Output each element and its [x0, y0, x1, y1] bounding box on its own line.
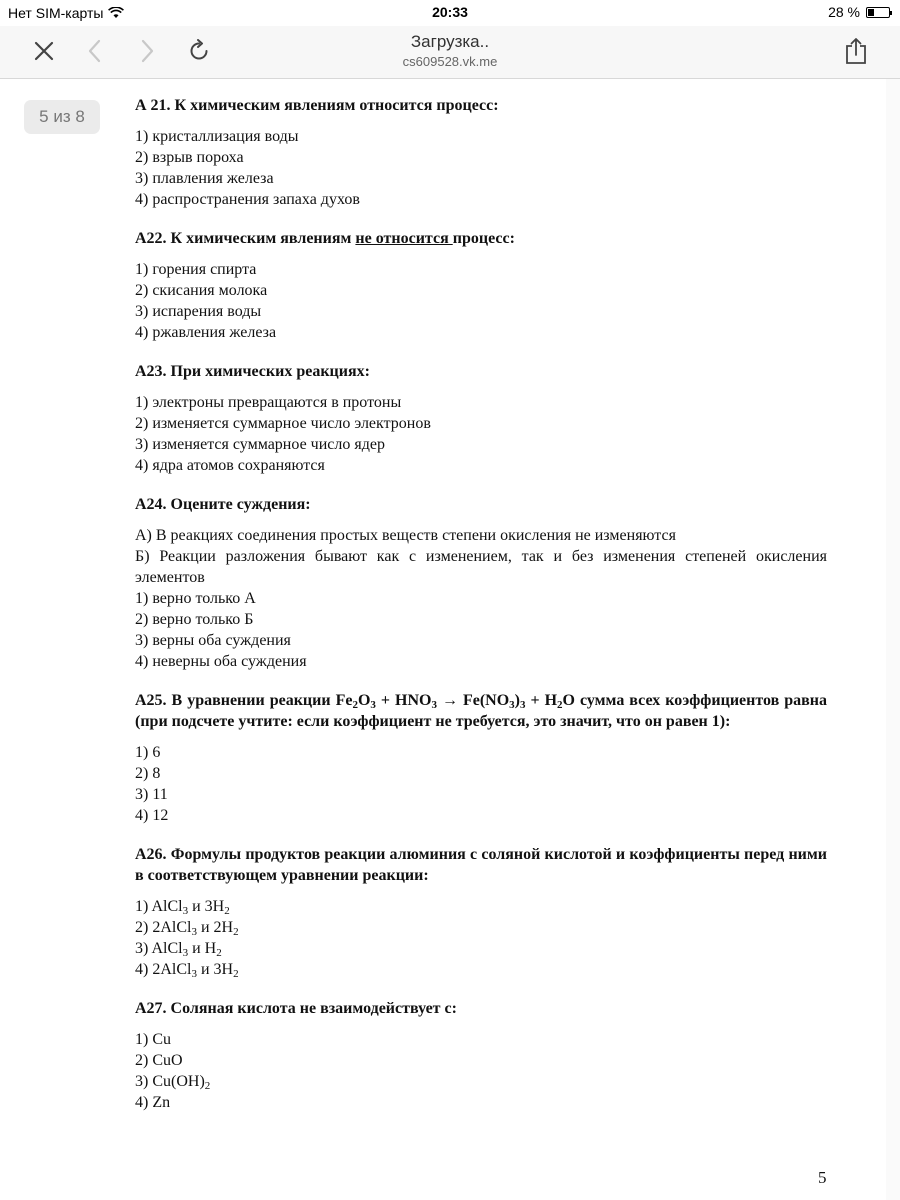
option: 3) изменяется суммарное число ядер	[135, 436, 385, 453]
option: 1) AlCl$_3$ и $3H_2$	[135, 898, 230, 917]
title-part: сумма всех коэффициентов равна (при подсчете учтите: если коэффициент не требуется, это значит, что он равен 1):	[135, 692, 827, 730]
page-url[interactable]: cs609528.vk.me	[402, 54, 498, 69]
question-a21	[135, 95, 827, 210]
option: 4) неверны оба суждения	[135, 653, 307, 670]
option: 1) 6	[135, 744, 161, 761]
page-number: 5	[818, 1168, 827, 1187]
question-title: А27. Соляная кислота не взаимодействует с:	[135, 1000, 457, 1017]
question-title: А26. Формулы продуктов реакции алюминия с соляной кислотой и коэффициенты перед ними в соответствующем уравнении реакции:	[135, 846, 827, 884]
option: 3) плавления железа	[135, 170, 274, 187]
option: 2) верно только Б	[135, 611, 254, 628]
status-bar	[0, 0, 900, 26]
option: 3) верны оба суждения	[135, 632, 291, 649]
option: 1) электроны превращаются в протоны	[135, 394, 402, 411]
option: 2) скисания молока	[135, 282, 268, 299]
option: 3) $Cu(OH)_2$	[135, 1073, 211, 1092]
page-title: Загрузка..	[410, 32, 490, 51]
page-indicator: 5 из 8	[24, 100, 100, 134]
formula-hno3: $HNO_3$	[395, 692, 437, 711]
formula-fe-no3-3: $Fe(NO_3)_3$	[462, 692, 526, 711]
option: 1) кристаллизация воды	[135, 128, 299, 145]
option: 4) ржавления железа	[135, 324, 277, 341]
question-a27	[135, 998, 827, 1113]
browser-toolbar	[0, 26, 900, 79]
title-part: А22. К химическим явлениям	[135, 230, 356, 247]
question-a25	[135, 690, 827, 826]
option: 2) 8	[135, 765, 161, 782]
option: 2) 2AlCl$_3$ и $2H_2$	[135, 919, 239, 938]
share-icon	[845, 37, 867, 65]
question-title: А24. Оцените суждения:	[135, 496, 311, 513]
option: 2) изменяется суммарное число электронов	[135, 415, 431, 432]
option: 3) 11	[135, 786, 168, 803]
title-part: А25. В уравнении реакции	[135, 692, 336, 709]
carrier-label: Нет SIM-карты	[8, 5, 104, 21]
battery-fill	[868, 9, 874, 16]
battery-icon	[866, 7, 890, 18]
option: 1) горения спирта	[135, 261, 257, 278]
scrollbar[interactable]	[886, 79, 900, 1200]
question-a22	[135, 228, 827, 343]
option: 4) 12	[135, 807, 169, 824]
formula-fe2o3: $Fe_2O_3$	[335, 692, 376, 711]
option: 3) AlCl$_3$ и $H_2$	[135, 940, 222, 959]
option: 4) ядра атомов сохраняются	[135, 457, 325, 474]
arrow-symbol: →	[436, 692, 463, 709]
option: 1) верно только А	[135, 590, 256, 607]
battery-percent: 28 %	[828, 4, 860, 20]
statement-b: Б) Реакции разложения бывают как с изменением, так и без изменения степеней окисления элементов	[135, 548, 827, 586]
status-right	[828, 4, 890, 20]
question-a26	[135, 844, 827, 980]
question-a24	[135, 494, 827, 672]
statement-a: А) В реакциях соединения простых веществ степени окисления не изменяются	[135, 527, 676, 544]
title-part: процесс:	[452, 230, 515, 247]
page-title-block	[0, 32, 900, 69]
option: 2) взрыв пороха	[135, 149, 244, 166]
document-content	[135, 95, 827, 1131]
question-title: А23. При химических реакциях:	[135, 363, 370, 380]
question-title	[135, 228, 827, 249]
share-button[interactable]	[839, 34, 873, 68]
option: 2) CuO	[135, 1052, 183, 1069]
option: 3) испарения воды	[135, 303, 262, 320]
question-title: А25. В уравнении реакции $Fe_2O_3 + HNO_3 \to Fe(NO_3)_3 + H_2O$ сумма всех коэффициентов равна (при подсчете учтите: если коэффициент не требуется, это значит, что он равен 1):	[135, 692, 827, 730]
question-title: А 21. К химическим явлениям относится процесс:	[135, 97, 499, 114]
option: 1) Cu	[135, 1031, 171, 1048]
option: 4) Zn	[135, 1094, 171, 1111]
title-underlined: не относится	[355, 230, 453, 247]
status-time: 20:33	[432, 4, 468, 20]
question-a23	[135, 361, 827, 476]
option: 4) распространения запаха духов	[135, 191, 360, 208]
formula-h2o: $H_2O$	[544, 692, 575, 711]
option: 4) 2AlCl$_3$ и $3H_2$	[135, 961, 239, 980]
